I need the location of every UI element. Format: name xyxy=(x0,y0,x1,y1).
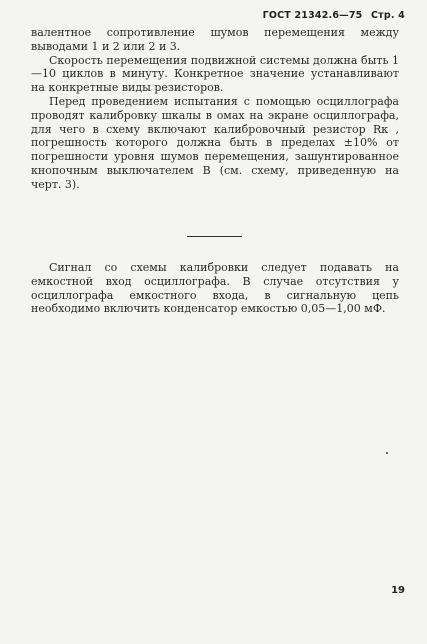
paragraph-3: Перед проведением испытания с помощью осциллографа проводят калибровку шкалы в омах на экране осциллографа, для чего в схему включают калибровочный резистор Rк , погрешность которого должна быть в пределах ±10% от погрешности уровня шумов перемещения, зашунтированное кнопочным выключателем В (см. схему, приведенную на черт. 3). xyxy=(31,94,399,191)
stray-mark xyxy=(386,452,388,454)
standard-number: ГОСТ 21342.6—75 xyxy=(262,10,363,21)
paragraph-1: валентное сопротивление шумов перемещения между выводами 1 и 2 или 2 и 3. xyxy=(31,26,399,53)
page-header xyxy=(263,10,405,21)
body-text xyxy=(31,26,399,192)
section-divider xyxy=(187,236,242,237)
paragraph-4: Сигнал со схемы калибровки следует подавать на емкостной вход осциллографа. В случае отсутствия у осциллографа емкостного входа, в сигнальную цепь необходимо включить конденсатор емкостью 0,05—1,00 мФ. xyxy=(31,261,399,316)
page-number: 19 xyxy=(391,585,405,596)
paragraph-2: Скорость перемещения подвижной системы должна быть 1—10 циклов в минуту. Конкретное значение устанавливают на конкретные виды резисторов. xyxy=(31,53,399,95)
page-label: Стр. 4 xyxy=(370,10,405,21)
body-text-continued xyxy=(31,261,399,316)
